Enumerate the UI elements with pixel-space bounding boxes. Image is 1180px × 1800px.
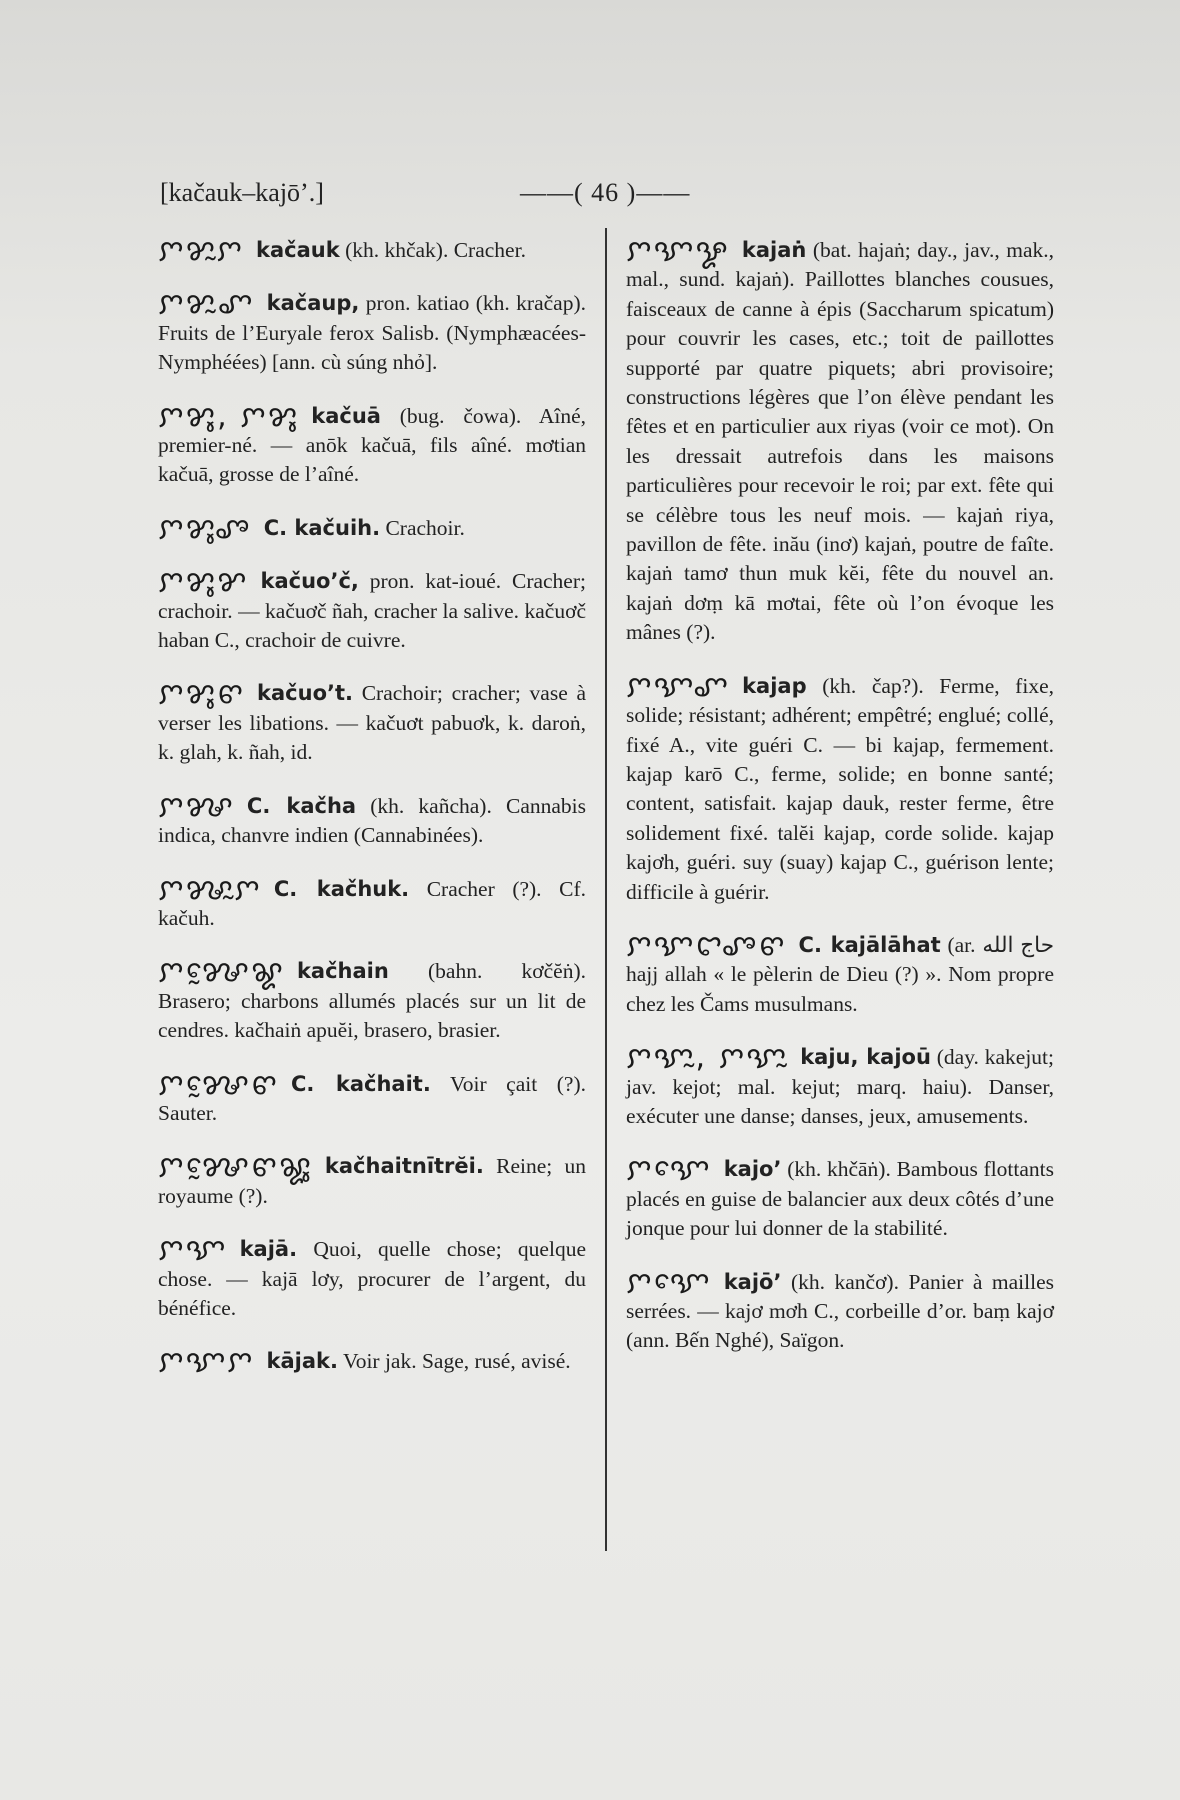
right-column — [626, 233, 1055, 1380]
cham-script-headword: ꨆꨍꨰꨘ — [158, 954, 285, 990]
dictionary-entry — [626, 1264, 1055, 1356]
dictionary-entry — [158, 676, 587, 767]
cham-script-headword: ꨆꨎꨭ, ꨆꨎꨭ — [626, 1040, 789, 1076]
definition: (kh. khčak). Cracher. — [345, 238, 526, 262]
cham-script-headword: ꨆꨎꨆ — [158, 1344, 255, 1380]
cham-script-headword: ꨆꨎꨚ — [626, 668, 731, 704]
cham-script-headword: ꨆꨍꨰꨓꨘꨶ — [158, 1149, 313, 1185]
headword: kačuā — [311, 403, 381, 428]
headword: C. kačhait. — [291, 1071, 431, 1096]
dictionary-entry — [626, 233, 1055, 648]
headword: kājak. — [266, 1349, 338, 1374]
headword: C. kačhuk. — [273, 876, 410, 901]
dictionary-entry — [158, 233, 586, 268]
dictionary-entry — [626, 668, 1054, 907]
entry-range: [kačauk–kajō’.] — [160, 178, 324, 207]
headword: kajap — [742, 673, 807, 698]
headword: kačhain — [296, 959, 389, 984]
dictionary-entry — [158, 1344, 586, 1380]
definition: Crachoir; cracher; vase à verser les libations. — kačuơt pabuơk, k. daroṅ, k. glah, k. ñah, id. — [158, 681, 587, 765]
headword: C. kačuih. — [263, 515, 381, 540]
cham-script-headword: ꨆꨌꨶꨨ — [158, 510, 252, 546]
headword: C. kajālāhat — [798, 932, 941, 957]
page-header — [160, 178, 1040, 218]
dictionary-entry — [158, 564, 586, 655]
cham-script-headword: ꨆꨌꨶꨌ — [158, 564, 249, 600]
definition: (kh. kančơ). Panier à mailles serrées. — kajơ mơh C., corbeille d’or. baṃ kajơ (ann. Bến Nghé), Saïgon. — [626, 1269, 1055, 1353]
definition: (day. kakejut; jav. kejot; mal. kejut; marq. haiu). Danser, exécuter une danse; danses, jeux, amusements. — [626, 1045, 1055, 1128]
headword: kačuo’č, — [260, 569, 359, 594]
cham-script-headword: ꨆꨎꨯ — [626, 1152, 712, 1188]
dictionary-entry — [158, 1066, 586, 1129]
definition: (bat. hajaṅ; day., jav., mak., mal., sund. kajaṅ). Paillottes blanches cousues, faisceaux de canne à épis (Saccharum spicatum) pour couvrir les cases, etc.; toit de paillottes supporté par quatre piquets; abri provisoire; constructions légères que l’on élève pendant les fêtes et en particulier aux riyas (voir ce mot). On les dressait autrefois dans les maisons particulières pour recevoir le roi; par ext. fête qui se célèbre tous les neuf mois. — kajaṅ riya, pavillon de fête. inău (inơ) kajaṅ, poutre de faîte. kajaṅ tamơ thun muk kĕi, fête du nouvel an. kajaṅ dơṃ kā mơtai, fête où l’on évoque les mânes (?). — [626, 238, 1055, 645]
definition: Voir jak. Sage, rusé, avisé. — [342, 1349, 571, 1374]
dictionary-entry — [158, 286, 586, 377]
definition: (bahn. kơčĕṅ). Brasero; charbons allumés placés sur un lit de cendres. kačhaiṅ apuĕi, brasero, brasier. — [158, 959, 586, 1043]
dictionary-entry — [158, 1232, 586, 1323]
dictionary-entry — [626, 1040, 1055, 1131]
headword: kačuo’t. — [257, 681, 353, 706]
definition: (kh. khčāṅ). Bambous flottants placés en guise de balancier aux deux côtés d’une jonque pour lui donner de la stabilité. — [626, 1157, 1055, 1241]
cham-script-headword: ꨆꨌꨭꨚ — [158, 286, 255, 322]
cham-script-headword: ꨆꨌꨶ, ꨆꨌꨶ — [158, 398, 300, 434]
dictionary-entry — [626, 1152, 1055, 1243]
headword: kajaṅ — [741, 238, 807, 262]
cham-script-headword: ꨆꨎꨤꨨꨓ — [626, 927, 787, 963]
dictionary-entry — [158, 1149, 587, 1211]
headword: kačauk — [256, 238, 340, 262]
cham-script-headword: ꨆꨎ — [158, 1232, 228, 1268]
dictionary-entry — [158, 954, 586, 1045]
definition: (kh. kañcha). Cannabis indica, chanvre indien (Cannabinées). — [158, 793, 587, 848]
cham-script-headword: ꨆꨍꨰꨓ — [158, 1066, 279, 1102]
dictionary-entry — [158, 788, 587, 851]
definition: (ar. حاج الله hajj allah « le pèlerin de Dieu (?) ». Nom propre chez les Čams musulmans. — [626, 932, 1054, 1016]
definition: Quoi, quelle chose; quelque chose. — kajā lơy, procurer de l’argent, du bénéfice. — [158, 1237, 586, 1320]
left-column — [158, 233, 587, 1401]
headword: kajō’ — [723, 1269, 782, 1294]
dictionary-entry — [626, 927, 1054, 1019]
headword: kajo’ — [723, 1157, 782, 1182]
definition: Crachoir. — [385, 515, 465, 540]
definition: Voir çait (?). Sauter. — [158, 1071, 586, 1125]
cham-script-headword: ꨆꨎꨯ — [626, 1264, 712, 1300]
dictionary-entry — [158, 871, 586, 934]
page-number: ——( 46 )—— — [520, 178, 691, 207]
cham-script-headword: ꨆꨎꨋ — [626, 233, 730, 268]
dictionary-entry — [158, 398, 586, 490]
definition: Reine; un royaume (?). — [158, 1154, 587, 1208]
cham-script-headword: ꨆꨍ — [158, 788, 235, 824]
dictionary-entry — [158, 510, 586, 546]
headword: kajā. — [239, 1237, 298, 1262]
column-divider — [605, 228, 607, 1551]
definition: (bug. čowa). Aîné, premier-né. — anōk kačuā, fils aîné. mơtian kačuā, grosse de l’aîné. — [158, 403, 586, 487]
definition: Cracher (?). Cf. kačuh. — [158, 876, 586, 930]
cham-script-headword: ꨆꨌꨶꨓ — [158, 676, 246, 712]
headword: kačaup, — [266, 291, 360, 316]
definition: pron. kat-ioué. Cracher; crachoir. — kačuơč ñah, cracher la salive. kačuơč haban C., crachoir de cuivre. — [158, 569, 586, 653]
headword: C. kačha — [246, 793, 357, 818]
definition: pron. katiao (kh. kračap). Fruits de l’Euryale ferox Salisb. (Nymphæacées-Nymphéées) [ann. cù súng nhỏ]. — [158, 291, 586, 375]
headword: kačhaitnītrĕi. — [324, 1154, 484, 1179]
cham-script-headword: ꨆꨍꨭꨆ — [158, 871, 262, 907]
cham-script-headword: ꨆꨌꨭꨆ — [158, 233, 245, 268]
headword: kaju, kajoū — [800, 1045, 931, 1070]
definition: (kh. čap?). Ferme, fixe, solide; résistant; adhérent; empêtré; englué; collé, fixé A., vite guéri C. — bi kajap, fermement. kajap karō C., ferme, solide; en bonne santé; content, satisfait. kajap dauk, rester ferme, être solidement fixé. talĕi kajap, corde solide. kajap kajơh, guéri. suy (suay) kajap C., guérison lente; difficile à guérir. — [626, 673, 1054, 904]
